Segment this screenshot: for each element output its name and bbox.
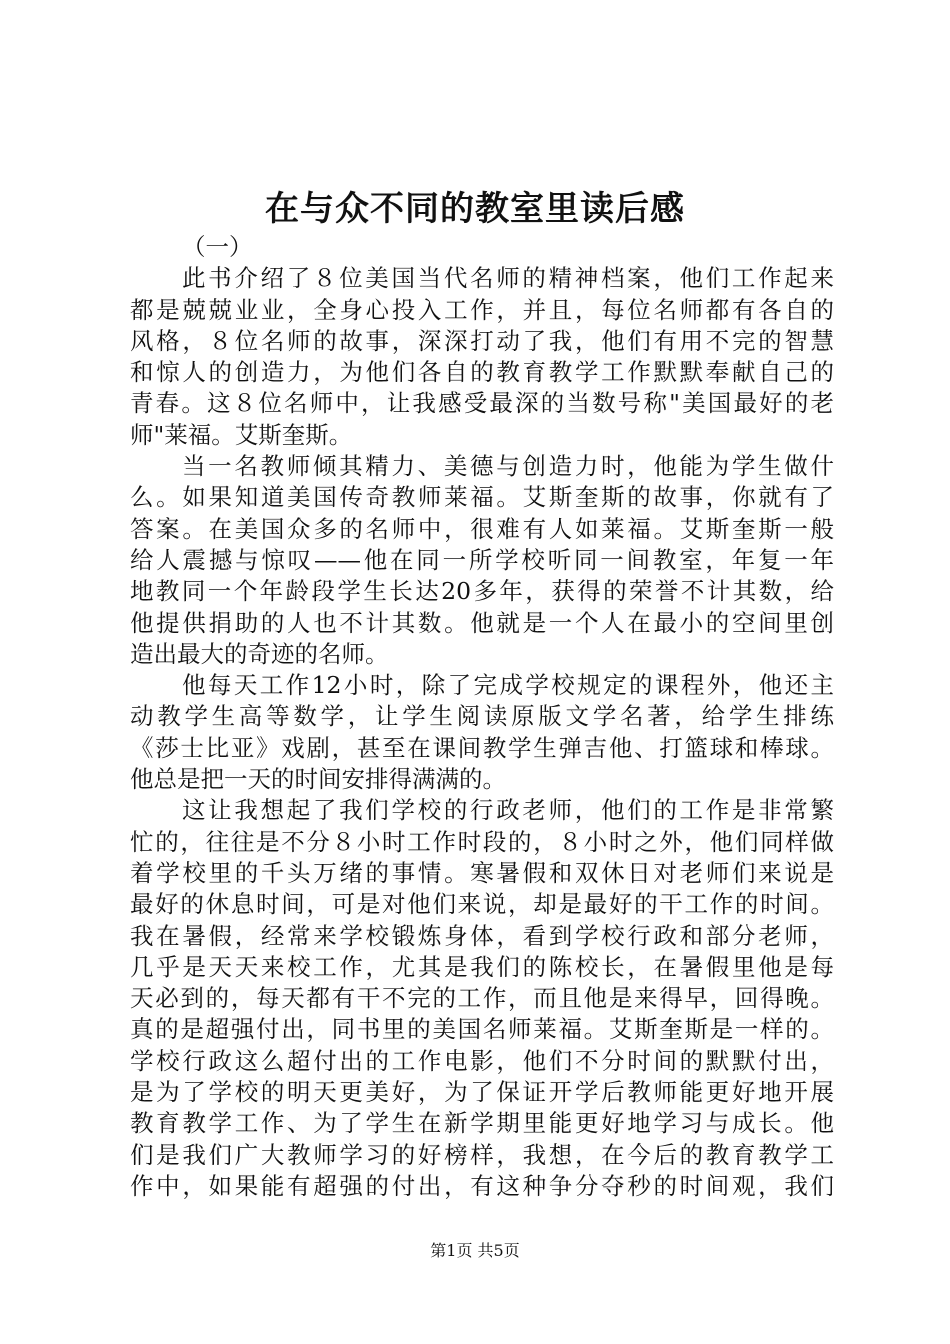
text-line: 我在暑假，经常来学校锻炼身体，看到学校行政和部分老师， [130,921,834,950]
text-line: 和惊人的创造力，为他们各自的教育教学工作默默奉献自己的 [130,358,834,387]
text-line: 么。如果知道美国传奇教师莱福。艾斯奎斯的故事，你就有了 [130,483,834,512]
text-line: 《莎士比亚》戏剧，甚至在课间教学生弹吉他、打篮球和棒球。 [130,733,834,762]
text-line: 青春。这８位名师中，让我感受最深的当数号称"美国最好的老 [130,389,834,418]
text-line: 这让我想起了我们学校的行政老师，他们的工作是非常繁 [182,796,834,825]
text-line: 天必到的，每天都有干不完的工作，而且他是来得早，回得晚。 [130,984,834,1013]
text-line: 他总是把一天的时间安排得满满的。 [130,765,506,794]
text-line: 师"莱福。艾斯奎斯。 [130,420,353,449]
text-line: 当一名教师倾其精力、美德与创造力时，他能为学生做什 [182,452,834,481]
document-body [130,232,834,1202]
text-line: 此书介绍了８位美国当代名师的精神档案，他们工作起来 [182,264,834,293]
text-line: 最好的休息时间，可是对他们来说，却是最好的干工作的时间。 [130,890,834,919]
section-marker: （一） [182,233,253,261]
text-line: 们是我们广大教师学习的好榜样，我想，在今后的教育教学工 [130,1140,834,1169]
text-line: 都是兢兢业业，全身心投入工作，并且，每位名师都有各自的 [130,295,834,324]
document-title: 在与众不同的教室里读后感 [265,189,685,229]
page-footer: 第1页 共5页 [430,1241,520,1260]
text-line: 造出最大的奇迹的名师。 [130,639,389,668]
text-line: 风格，８位名师的故事，深深打动了我，他们有用不完的智慧 [130,326,834,355]
text-line: 忙的，往往是不分８小时工作时段的，８小时之外，他们同样做 [130,827,834,856]
text-line: 作中，如果能有超强的付出，有这种争分夺秒的时间观，我们 [130,1171,834,1200]
text-line: 几乎是天天来校工作，尤其是我们的陈校长，在暑假里他是每 [130,952,834,981]
text-line: 真的是超强付出，同书里的美国名师莱福。艾斯奎斯是一样的。 [130,1015,834,1044]
text-line: 他提供捐助的人也不计其数。他就是一个人在最小的空间里创 [130,608,834,637]
text-line: 着学校里的千头万绪的事情。寒暑假和双休日对老师们来说是 [130,858,834,887]
text-line: 他每天工作12小时，除了完成学校规定的课程外，他还主 [182,671,834,700]
text-line: 教育教学工作、为了学生在新学期里能更好地学习与成长。他 [130,1109,834,1138]
text-line: 学校行政这么超付出的工作电影，他们不分时间的默默付出， [130,1046,834,1075]
text-line: 地教同一个年龄段学生长达20多年，获得的荣誉不计其数，给 [130,577,834,606]
text-line: 给人震撼与惊叹——他在同一所学校听同一间教室，年复一年 [130,545,834,574]
text-line: 是为了学校的明天更美好，为了保证开学后教师能更好地开展 [130,1078,834,1107]
text-line: 动教学生高等数学，让学生阅读原版文学名著，给学生排练 [130,702,834,731]
text-line: 答案。在美国众多的名师中，很难有人如莱福。艾斯奎斯一般 [130,514,834,543]
